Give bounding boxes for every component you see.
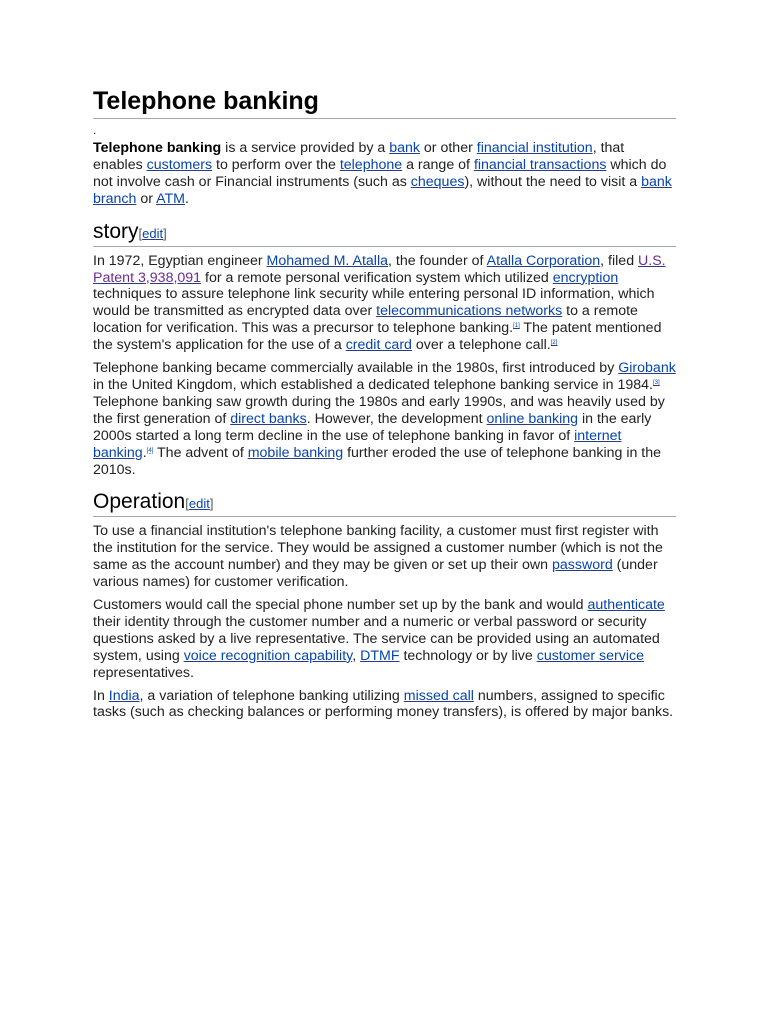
body-text: Telephone banking saw growth during the 1980s and early 1990s, and was heavily used by the first generation of [93, 393, 665, 427]
link-voice-recognition[interactable]: voice recognition capability [183, 647, 353, 664]
history-paragraph-2 [93, 360, 676, 478]
page-title: Telephone banking [93, 84, 676, 119]
bracket: [ [138, 225, 143, 241]
reference-1 [513, 323, 520, 329]
body-text: their identity through the customer number and a numeric or verbal password or security questions asked by a live representative. The service can be provided using an automated system, using [93, 613, 660, 664]
body-text: , filed [600, 252, 639, 269]
body-text: numbers, assigned to specific tasks (such as checking balances or performing money transfers), is offered by major banks. [93, 687, 674, 721]
edit-link-operation[interactable]: edit [188, 496, 210, 512]
body-text: representatives. [93, 664, 194, 681]
link-missed-call[interactable]: missed call [403, 687, 474, 704]
intro-paragraph [93, 140, 676, 208]
link-authenticate[interactable]: authenticate [587, 597, 665, 614]
edit-section [185, 496, 213, 511]
edit-link-history[interactable]: edit [142, 225, 164, 241]
section-title: Operation [93, 490, 186, 514]
bracket: [ [185, 496, 189, 512]
intro-text: a range of [402, 156, 474, 173]
operation-paragraph-2 [93, 597, 676, 682]
intro-text: which do not involve cash or Financial instruments (such as [93, 156, 667, 190]
body-text: techniques to assure telephone link security while entering personal ID information, which would be transmitted as encrypted data over [93, 286, 655, 320]
link-india[interactable]: India [108, 687, 140, 704]
body-text: In 1972, Egyptian engineer [93, 252, 267, 269]
operation-paragraph-3 [93, 688, 676, 722]
edit-section [139, 226, 167, 241]
link-atalla-corporation[interactable]: Atalla Corporation [486, 252, 601, 269]
link-credit-card[interactable]: credit card [345, 337, 412, 354]
link-mohamed-atalla[interactable]: Mohamed M. Atalla [266, 252, 388, 269]
body-text: , a variation of telephone banking utilizing [139, 687, 404, 704]
body-text: The patent mentioned the system's application for the use of a [93, 320, 662, 354]
body-text: to a remote location for verification. This was a precursor to telephone banking. [93, 303, 638, 337]
intro-text: to perform over the [212, 156, 340, 173]
link-bank[interactable]: bank [389, 140, 420, 156]
reference-2 [551, 340, 558, 346]
body-text: Telephone banking became commercially available in the 1980s, first introduced by [93, 360, 619, 377]
link-atm[interactable]: ATM [156, 190, 186, 207]
link-financial-transactions[interactable]: financial transactions [473, 156, 607, 173]
link-mobile-banking[interactable]: mobile banking [247, 444, 344, 461]
body-text: The advent of [153, 444, 248, 461]
link-cheques[interactable]: cheques [410, 173, 465, 190]
section-heading-history [93, 218, 676, 247]
body-text: technology or by live [399, 647, 537, 664]
reference-3 [653, 380, 660, 386]
body-text: To use a financial institution's telephone banking facility, a customer must first register with the institution for the service. They would be assigned a customer number (which is not the same as the account number) and they may be given or set up their own [93, 523, 663, 574]
link-internet-banking[interactable]: internet banking [93, 427, 622, 461]
link-direct-banks[interactable]: direct banks [230, 410, 307, 427]
body-text: Customers would call the special phone number set up by the bank and would [93, 597, 588, 614]
link-online-banking[interactable]: online banking [486, 410, 579, 427]
article [93, 84, 676, 727]
link-encryption[interactable]: encryption [552, 269, 619, 286]
title-dot: . [93, 123, 97, 137]
bracket: ] [163, 225, 167, 241]
body-text: , [352, 647, 361, 664]
body-text: . However, the development [306, 410, 487, 427]
body-text: over a telephone call. [411, 337, 551, 354]
link-dtmf[interactable]: DTMF [360, 647, 400, 664]
reference-link-2[interactable]: [2] [550, 340, 558, 347]
link-customers[interactable]: customers [146, 156, 213, 173]
history-paragraph-1 [93, 253, 676, 354]
body-text: in the early 2000s started a long term decline in the use of telephone banking in favor of [93, 410, 652, 444]
intro-text: is a service provided by a [221, 140, 390, 156]
reference-link-3[interactable]: [3] [653, 379, 660, 386]
link-customer-service[interactable]: customer service [536, 647, 644, 664]
body-text: In [93, 687, 109, 704]
body-text: further eroded the use of telephone banking in the 2010s. [93, 444, 662, 478]
section-title: story [93, 219, 139, 243]
link-girobank[interactable]: Girobank [618, 360, 676, 377]
intro-text: , that enables [93, 140, 625, 173]
body-text: , the founder of [388, 252, 487, 269]
link-bank-branch[interactable]: bank branch [93, 173, 672, 207]
link-password[interactable]: password [551, 557, 613, 574]
reference-link-4[interactable]: [4] [146, 447, 154, 454]
body-text: (under various names) for customer verification. [93, 557, 658, 591]
body-text: . [142, 444, 147, 461]
link-us-patent[interactable]: U.S. Patent 3,938,091 [93, 252, 666, 286]
body-text: for a remote personal verification system which utilized [201, 269, 553, 286]
intro-bold-term: Telephone banking [93, 140, 222, 156]
link-telecommunications-networks[interactable]: telecommunications networks [376, 303, 563, 320]
intro-text: or other [419, 140, 477, 156]
link-telephone[interactable]: telephone [339, 156, 403, 173]
intro-text: . [185, 190, 189, 207]
section-heading-operation [93, 488, 676, 517]
bracket: ] [209, 496, 214, 512]
reference-link-1[interactable]: [1] [513, 323, 520, 330]
link-financial-institution[interactable]: financial institution [476, 140, 593, 156]
intro-text: or [136, 190, 157, 207]
body-text: in the United Kingdom, which established a dedicated telephone banking service in 1984. [93, 376, 653, 393]
intro-text: ), without the need to visit a [464, 173, 642, 190]
operation-paragraph-1 [93, 523, 676, 591]
